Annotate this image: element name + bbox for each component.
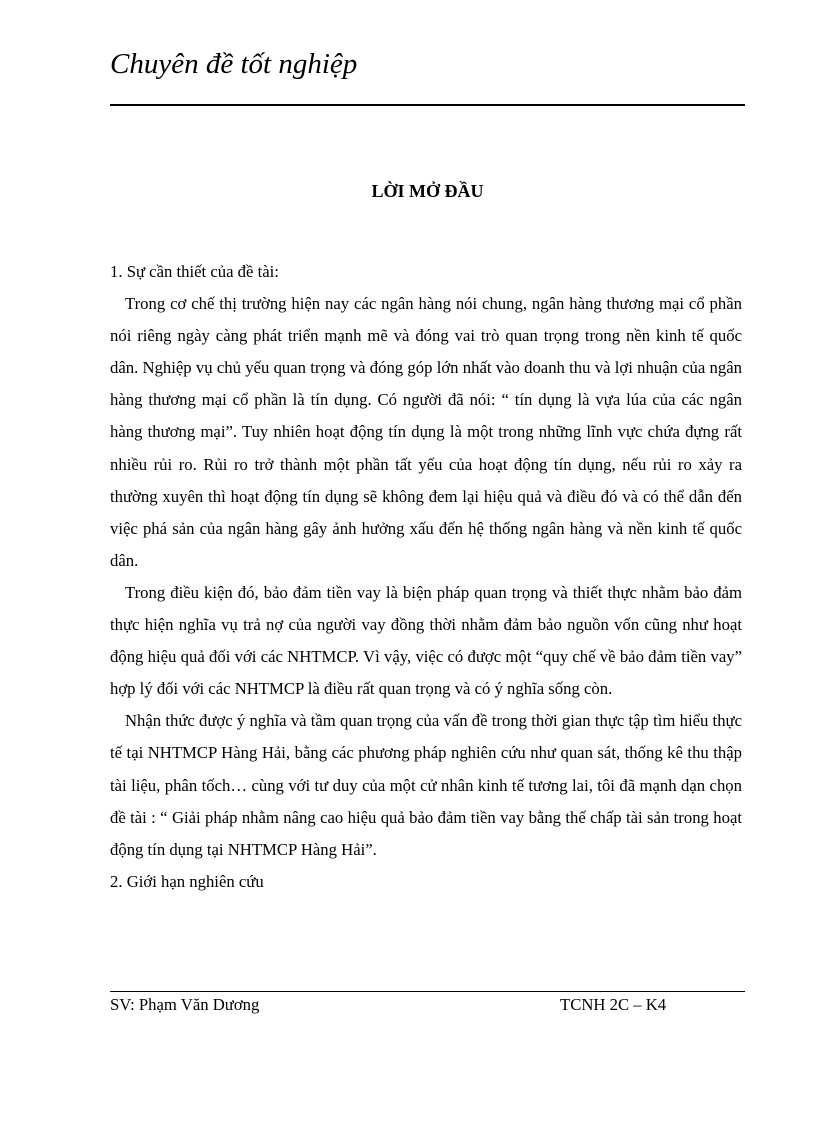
paragraph-3: Nhận thức được ý nghĩa và tầm quan trọng của vấn đề trong thời gian thực tập tìm hiểu thực tế tại NHTMCP Hàng Hải, bằng các phương pháp nghiên cứu như quan sát, thống kê thu thập tài liệu, phân tốch… cùng với tư duy của một cử nhân kinh tế tương lai, tôi đã mạnh dạn chọn đề tài : “ Giải pháp nhằm nâng cao hiệu quả bảo đảm tiền vay bằng thế chấp tài sản trong hoạt động tín dụng tại NHTMCP Hàng Hải”. [110, 711, 742, 859]
main-heading: LỜI MỞ ĐẦU [371, 181, 484, 201]
footer-student-name: SV: Phạm Văn Dương [110, 995, 260, 1014]
footer-divider [110, 991, 745, 992]
paragraph-1: Trong cơ chế thị trường hiện nay các ngân hàng nói chung, ngân hàng thương mại cổ phần nói riêng ngày càng phát triển mạnh mẽ và đóng vai trò quan trọng trong nền kinh tế quốc dân. Nghiệp vụ chủ yếu quan trọng và đóng góp lớn nhất vào doanh thu và lợi nhuận của ngân hàng thương mại cổ phần là tín dụng. Có người đã nói: “ tín dụng là vựa lúa của các ngân hàng thương mại”. Tuy nhiên hoạt động tín dụng là một trong những lĩnh vực chứa đựng rất nhiều rủi ro. Rủi ro trở thành một phần tất yếu của hoạt động tín dụng, nếu rủi ro xảy ra thường xuyên thì hoạt động tín dụng sẽ không đem lại hiệu quả và điều đó và có thể dẫn đến việc phá sản của ngân hàng gây ảnh hưởng xấu đến hệ thống ngân hàng và nền kinh tế quốc dân. [110, 294, 742, 570]
header-divider [110, 104, 745, 106]
footer-class-code: TCNH 2C – K4 [560, 995, 667, 1014]
section-2-title: 2. Giới hạn nghiên cứu [110, 871, 264, 891]
document-header-title: Chuyên đề tốt nghiệp [110, 48, 358, 80]
paragraph-2: Trong điều kiện đó, bảo đảm tiền vay là biện pháp quan trọng và thiết thực nhằm bảo đảm thực hiện nghĩa vụ trả nợ của người vay đồng thời nhằm đảm bảo nguồn vốn cũng như hoạt động hiệu quả đối với các NHTMCP. Vì vậy, việc có được một “quy chế về bảo đảm tiền vay” hợp lý đối với các NHTMCP là điều rất quan trọng và có ý nghĩa sống còn. [110, 582, 742, 699]
document-body [110, 256, 742, 898]
section-1-title: 1. Sự cần thiết của đề tài: [110, 262, 279, 281]
